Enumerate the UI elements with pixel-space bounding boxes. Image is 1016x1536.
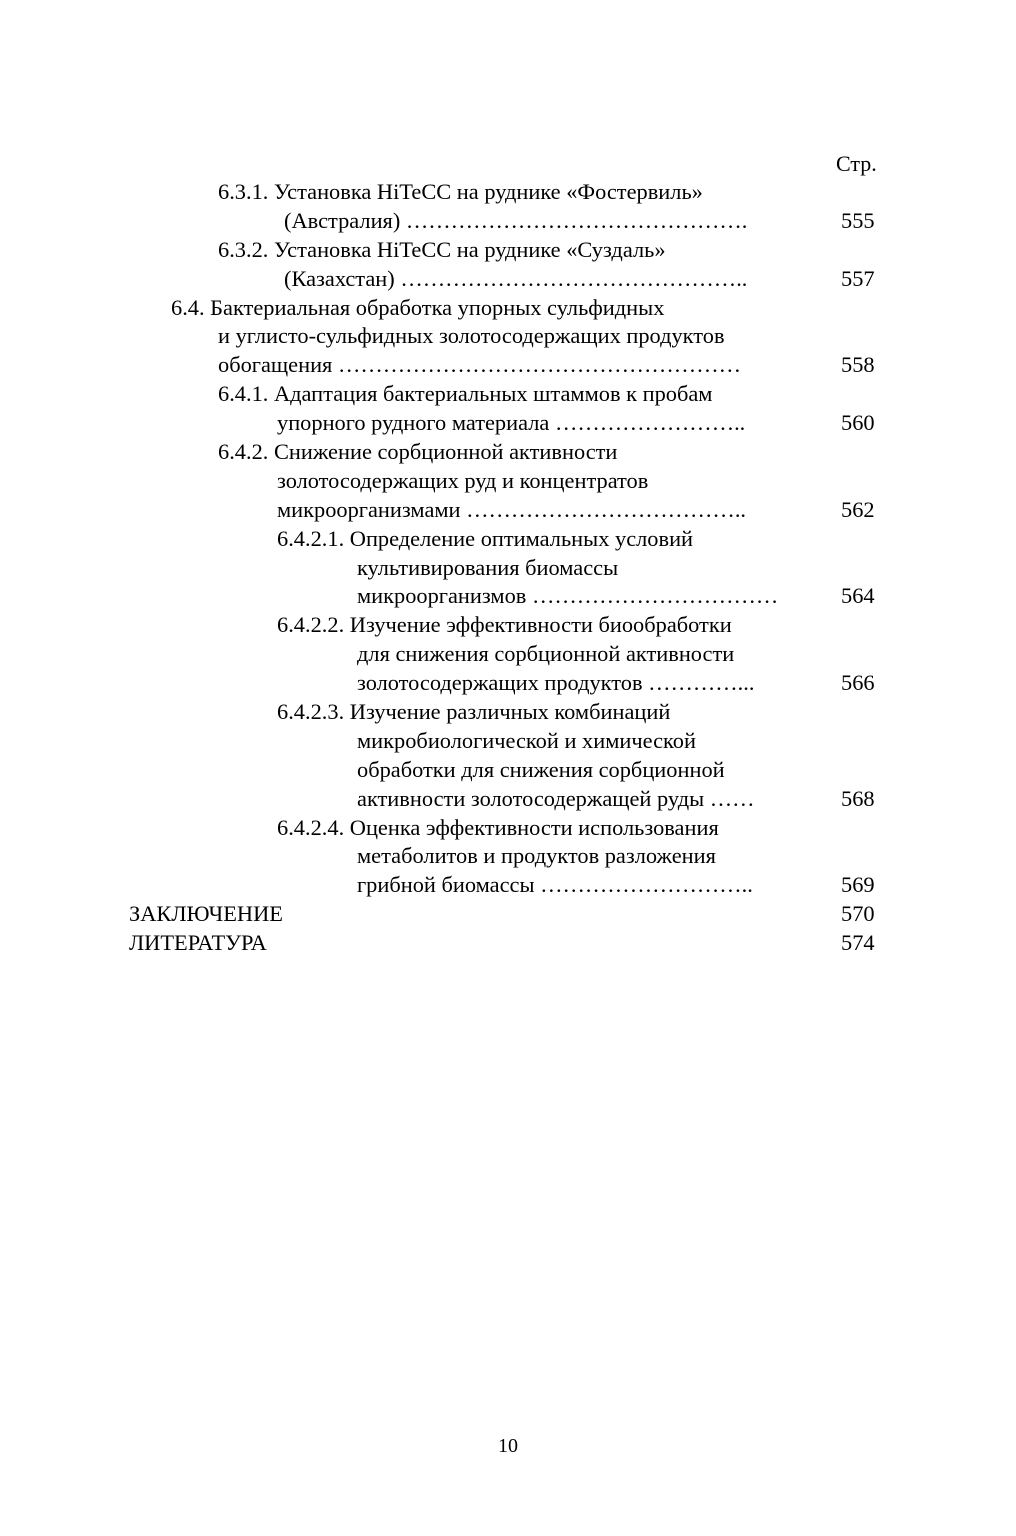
toc-entry-6-4-2-3 bbox=[0, 698, 1016, 814]
toc-entry-title-line: 6.4.1. Адаптация бактериальных штаммов к пробам bbox=[218, 381, 713, 407]
toc-entry-6-3-1 bbox=[0, 178, 1016, 236]
toc-entry-6-4-1 bbox=[0, 380, 1016, 438]
toc-page-number: 574 bbox=[841, 930, 875, 956]
toc-entry-6-4-2-2 bbox=[0, 611, 1016, 698]
toc-entry-title-line: (Австралия) ………………………………………. bbox=[284, 207, 748, 233]
toc-entry-title-line: обогащения ……………………………………………… bbox=[218, 352, 741, 378]
toc-entry-title-line: 6.4.2.2. Изучение эффективности биообработки bbox=[277, 612, 732, 638]
toc-entry-title-line: упорного рудного материала …………………….. bbox=[277, 410, 746, 436]
toc-entry-title-line: 6.4.2.1. Определение оптимальных условий bbox=[277, 525, 694, 551]
toc-entry-title-line: метаболитов и продуктов разложения bbox=[357, 843, 716, 869]
toc-entry-conclusion bbox=[0, 900, 1016, 929]
toc-entry-title-line: 6.3.2. Установка HiTeCC на руднике «Суздаль» bbox=[218, 236, 666, 262]
toc-entry-title-line: 6.3.1. Установка HiTeCC на руднике «Фостервиль» bbox=[218, 179, 703, 204]
toc-entry-title-line: культивирования биомассы bbox=[357, 554, 619, 580]
toc-entry-6-4 bbox=[0, 294, 1016, 381]
page-number-footer: 10 bbox=[498, 1435, 518, 1457]
toc-entry-title-line: микроорганизмами ……………………………….. bbox=[277, 496, 747, 522]
toc-page-number: 566 bbox=[841, 670, 875, 696]
toc-page-number: 560 bbox=[841, 410, 875, 436]
toc-entry-6-4-2 bbox=[0, 438, 1016, 525]
toc-entry-title-line: 6.4. Бактериальная обработка упорных сульфидных bbox=[171, 294, 665, 320]
toc-page-number: 570 bbox=[841, 901, 875, 927]
toc-page-number: 569 bbox=[841, 872, 875, 898]
toc-entry-title-line: (Казахстан) ……………………………………….. bbox=[284, 265, 748, 291]
toc-entry-6-4-2-1 bbox=[0, 525, 1016, 612]
toc-entry-6-4-2-4 bbox=[0, 814, 1016, 901]
toc-entry-title-line: и углисто-сульфидных золотосодержащих продуктов bbox=[218, 323, 725, 349]
toc-entry-title-line: обработки для снижения сорбционной bbox=[357, 756, 725, 782]
toc-entry-references bbox=[0, 929, 1016, 958]
toc-page-number: 564 bbox=[841, 583, 875, 609]
toc-entry-title-line: для снижения сорбционной активности bbox=[357, 641, 735, 667]
toc-page-number: 568 bbox=[841, 785, 875, 811]
toc-entry-title-line: 6.4.2. Снижение сорбционной активности bbox=[218, 439, 618, 465]
toc-entry-title-line: микробиологической и химической bbox=[357, 727, 696, 753]
toc-entry-title-line: микроорганизмов …………………………… bbox=[357, 583, 779, 609]
toc-entry-title-line: активности золотосодержащей руды …… bbox=[357, 785, 755, 811]
toc-entry-title-line: грибной биомассы ……………………….. bbox=[357, 872, 753, 898]
toc-page-number: 557 bbox=[841, 265, 875, 291]
page-column-label: Стр. bbox=[836, 151, 877, 176]
toc-page-number: 558 bbox=[841, 352, 875, 378]
toc-page-number: 555 bbox=[841, 207, 875, 233]
table-of-contents bbox=[0, 178, 1016, 958]
toc-entry-title-line: 6.4.2.3. Изучение различных комбинаций bbox=[277, 699, 671, 725]
toc-entry-title-line: золотосодержащих руд и концентратов bbox=[277, 467, 649, 493]
toc-entry-title-line: 6.4.2.4. Оценка эффективности использования bbox=[277, 814, 719, 840]
toc-entry-6-3-2 bbox=[0, 236, 1016, 294]
toc-entry-title-line: ЗАКЛЮЧЕНИЕ bbox=[129, 901, 283, 927]
toc-entry-title-line: золотосодержащих продуктов …………... bbox=[357, 670, 755, 696]
toc-page-number: 562 bbox=[841, 496, 875, 522]
toc-entry-title-line: ЛИТЕРАТУРА bbox=[129, 930, 267, 956]
